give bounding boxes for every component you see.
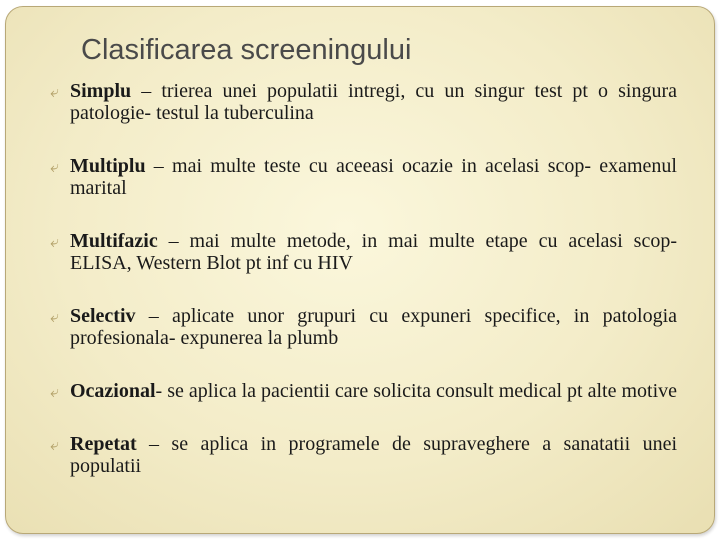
item-term: Ocazional [70,380,156,402]
curved-arrow-bullet-icon: ⤶ [50,437,59,454]
item-text: – se aplica in programele de supraveghere a sanatatii unei populatii [70,433,677,477]
slide-title: Clasificarea screeningului [81,34,412,66]
curved-arrow-bullet-icon: ⤶ [50,384,59,401]
list-item [50,155,677,199]
list-item [50,230,677,274]
item-term: Multiplu [70,155,146,177]
item-text: – aplicate unor grupuri cu expuneri specifice, in patologia profesionala- expunerea la plumb [70,305,677,349]
curved-arrow-bullet-icon: ⤶ [50,84,59,101]
item-term: Selectiv [70,305,136,327]
item-text: – mai multe teste cu aceeasi ocazie in acelasi scop- examenul marital [70,155,677,199]
curved-arrow-bullet-icon: ⤶ [50,309,59,326]
list-item [50,433,677,477]
item-text: – mai multe metode, in mai multe etape cu acelasi scop- ELISA, Western Blot pt inf cu HIV [70,230,677,274]
item-text: - se aplica la pacientii care solicita consult medical pt alte motive [155,380,678,402]
slide [5,6,715,534]
curved-arrow-bullet-icon: ⤶ [50,159,59,176]
item-term: Simplu [70,80,132,102]
item-term: Repetat [70,433,137,455]
curved-arrow-bullet-icon: ⤶ [50,234,59,251]
list-item [50,305,677,349]
item-term: Multifazic [70,230,158,252]
bullet-list [50,80,677,477]
list-item [50,80,677,124]
item-text: – trierea unei populatii intregi, cu un singur test pt o singura patologie- testul la tuberculina [70,80,677,124]
list-item [50,380,677,402]
